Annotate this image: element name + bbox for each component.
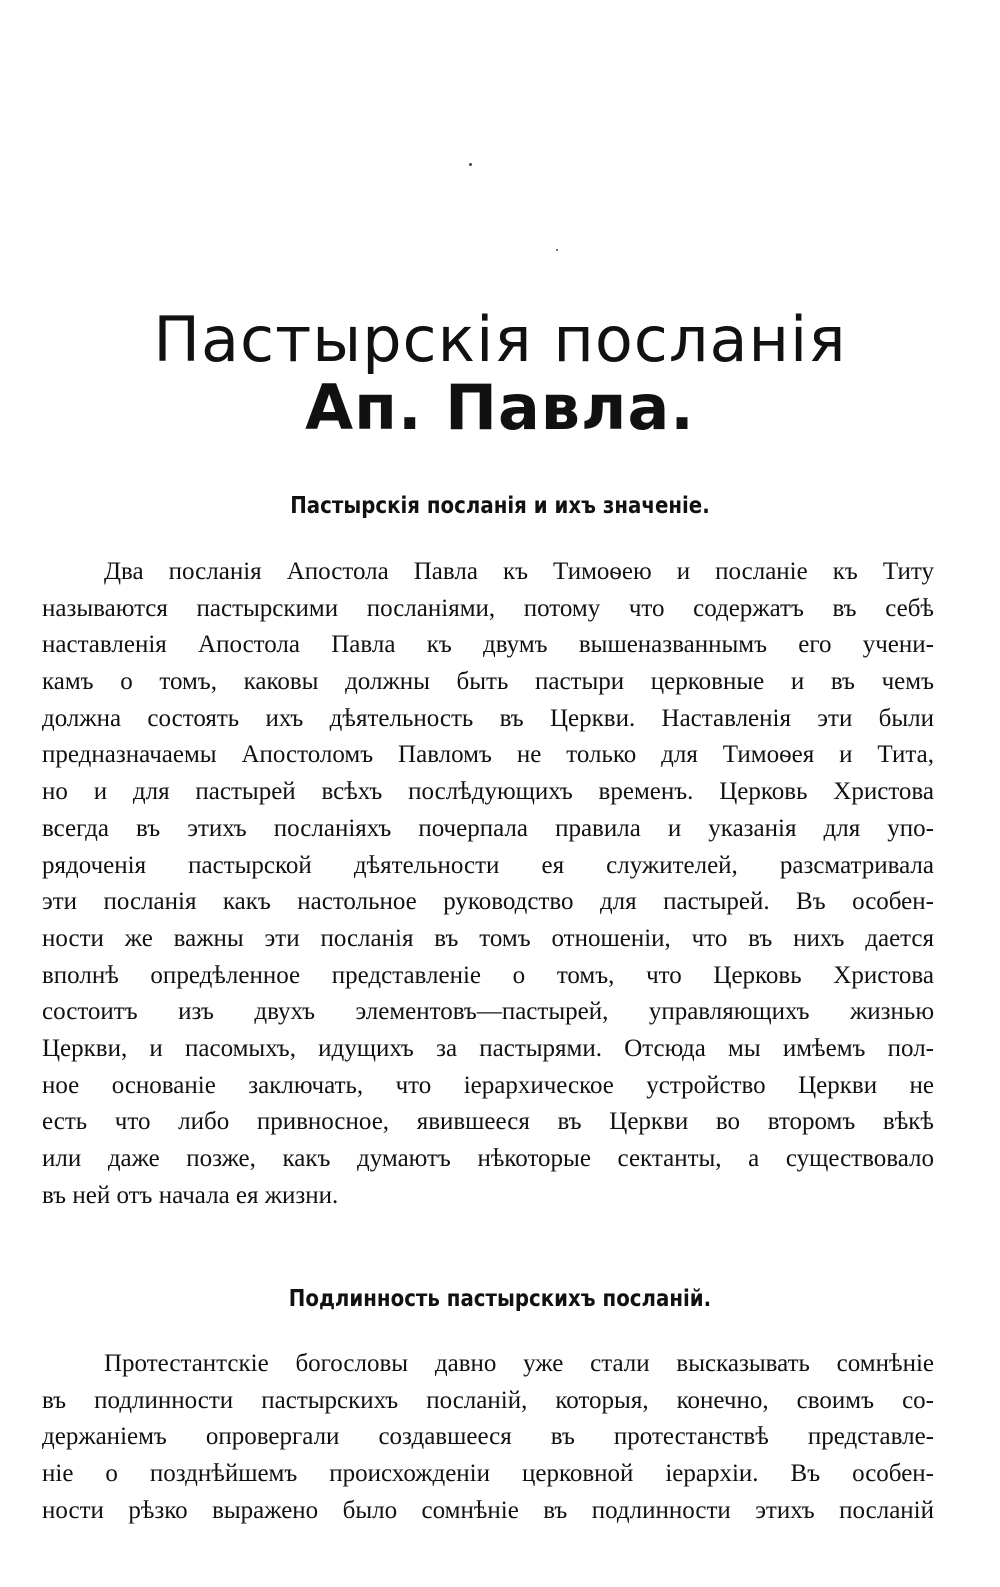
text-line: Церкви, и пасомыхъ, идущихъ за пастырями. Отсюда мы имѣемъ пол-: [42, 1034, 934, 1062]
text-line: Два посланія Апостола Павла къ Тимоѳею и посланіе къ Титу: [104, 558, 934, 585]
text-line: камъ о томъ, каковы должны быть пастыри церковные и въ чемъ: [42, 668, 934, 696]
text-line: рядоченія пастырской дѣятельности ея служителей, разсматривала: [42, 851, 934, 879]
text-line: въ подлинности пастырскихъ посланій, которыя, конечно, своимъ со-: [42, 1386, 934, 1414]
text-line: есть что либо привносное, явившееся въ Церкви во второмъ вѣкѣ: [42, 1108, 934, 1136]
text-line: но и для пастырей всѣхъ послѣдующихъ временъ. Церковь Христова: [42, 778, 934, 806]
paragraph-significance: [42, 554, 934, 1214]
text-line: должна состоять ихъ дѣятельность въ Церкви. Наставленія эти были: [42, 704, 934, 732]
text-line: ное основаніе заключать, что іерархическое устройство Церкви не: [42, 1071, 934, 1099]
text-line: вполнѣ опредѣленное представленіе о томъ, что Церковь Христова: [42, 961, 934, 989]
text-line: ности рѣзко выражено было сомнѣніе въ подлинности этихъ посланій: [42, 1496, 934, 1524]
text-line: ніе о позднѣйшемъ происхожденіи церковной іерархіи. Въ особен-: [42, 1460, 934, 1488]
text-line: состоитъ изъ двухъ элементовъ—пастырей, управляющихъ жизнью: [42, 998, 934, 1026]
text-line: Протестантскіе богословы давно уже стали высказывать сомнѣніе: [104, 1350, 934, 1377]
text-line: въ ней отъ начала ея жизни.: [42, 1181, 339, 1209]
paragraph-authenticity: [42, 1346, 934, 1529]
text-line: наставленія Апостола Павла къ двумъ вышеназваннымъ его учени-: [42, 631, 934, 659]
page-title-line-2: Ап. Павла.: [305, 371, 695, 444]
text-line: всегда въ этихъ посланіяхъ почерпала правила и указанія для упо-: [42, 814, 934, 842]
print-speck: [469, 163, 472, 166]
section-heading-significance: Пастырскія посланія и ихъ значеніе.: [290, 493, 710, 519]
text-line: предназначаемы Апостоломъ Павломъ не только для Тимоѳея и Тита,: [42, 741, 934, 769]
section-heading-authenticity: Подлинность пастырскихъ посланій.: [288, 1286, 712, 1312]
text-line: ности же важны эти посланія въ томъ отношеніи, что въ нихъ дается: [42, 924, 934, 952]
text-line: держаніемъ опровергали создавшееся въ протестанствѣ представле-: [42, 1423, 934, 1451]
text-line: или даже позже, какъ думаютъ нѣкоторые сектанты, а существовало: [42, 1145, 934, 1172]
text-line: эти посланія какъ настольное руководство для пастырей. Въ особен-: [42, 888, 934, 916]
page-title-line-1: Пастырскія посланія: [153, 303, 847, 376]
text-line: называются пастырскими посланіями, потому что содержатъ въ себѣ: [42, 594, 934, 622]
print-speck: [556, 249, 558, 251]
